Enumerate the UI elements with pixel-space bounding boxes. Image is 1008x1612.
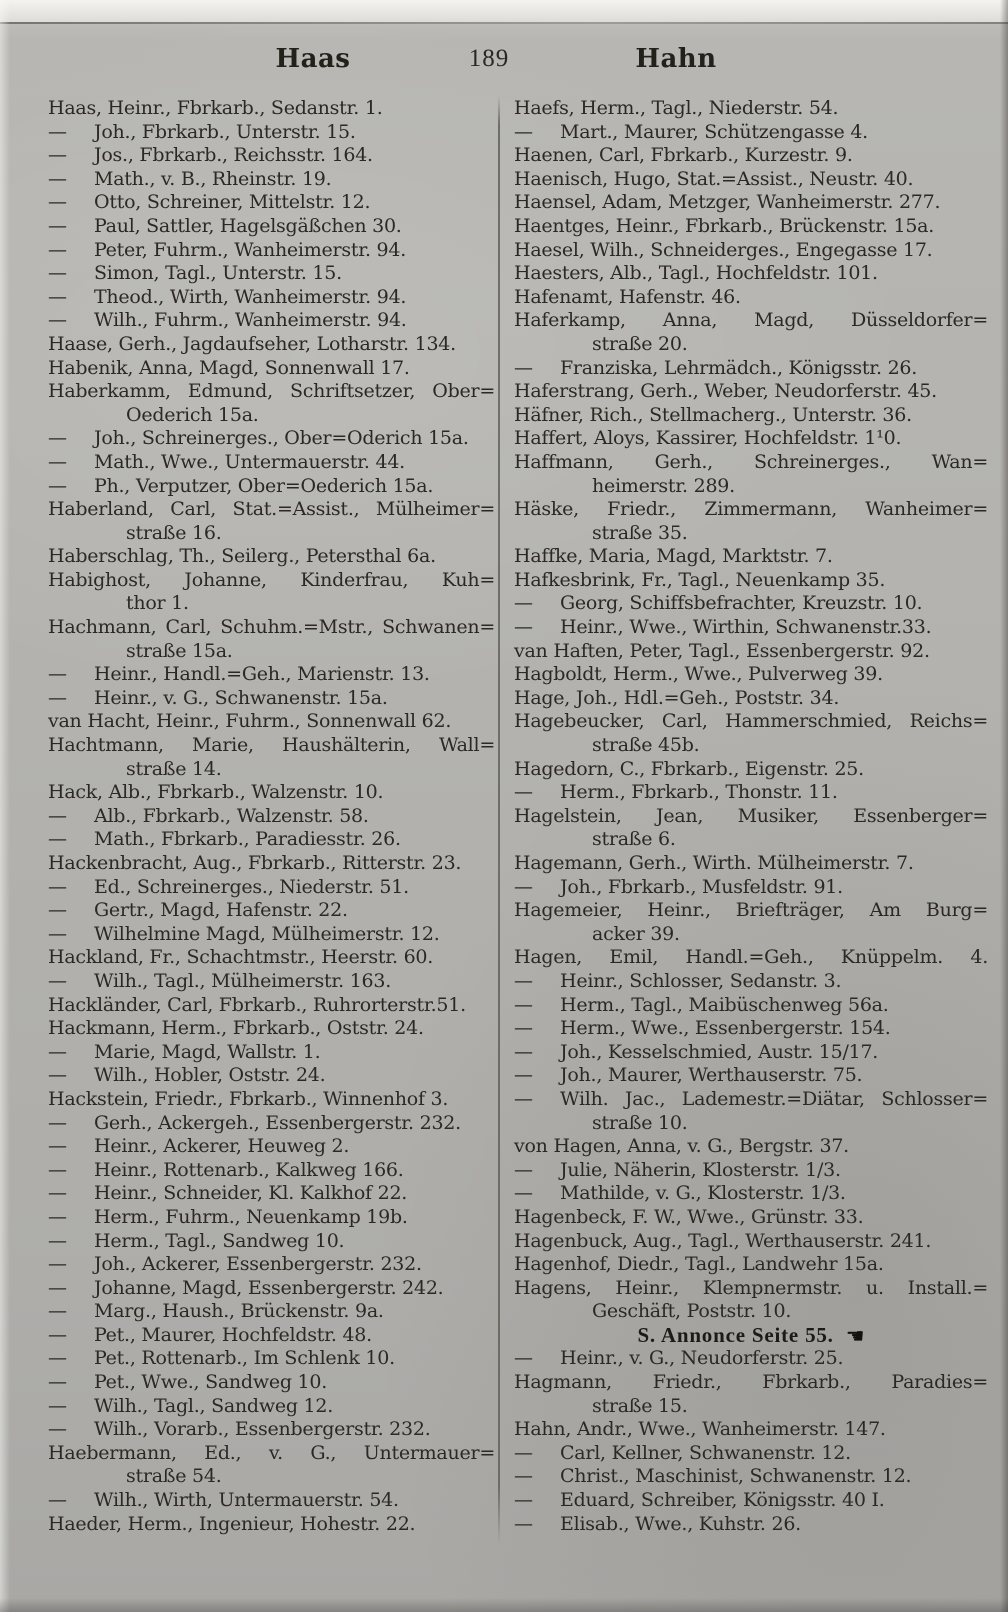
directory-line <box>48 923 495 947</box>
directory-entry-text: Wilh., Vorarb., Essenbergerstr. 232. <box>94 1418 431 1441</box>
directory-line <box>48 168 495 192</box>
ditto-dash: — <box>48 262 67 285</box>
ditto-dash: — <box>48 1205 67 1228</box>
directory-entry-text: Heinr., v. G., Neudorferstr. 25. <box>560 1347 844 1370</box>
directory-line <box>514 1088 988 1112</box>
directory-line <box>48 1064 495 1088</box>
directory-line <box>48 687 495 711</box>
directory-line <box>48 286 495 310</box>
directory-line <box>48 451 495 475</box>
directory-line <box>48 1253 495 1277</box>
running-head <box>0 44 1008 80</box>
directory-entry-text: Pet., Maurer, Hochfeldstr. 48. <box>94 1323 372 1346</box>
ditto-dash: — <box>48 875 67 898</box>
directory-line <box>514 876 988 900</box>
directory-entry-text: Theod., Wirth, Wanheimerstr. 94. <box>94 285 407 308</box>
directory-entry-text: Simon, Tagl., Unterstr. 15. <box>94 262 342 285</box>
directory-entry-text: Pet., Rottenarb., Im Schlenk 10. <box>94 1347 395 1370</box>
directory-line: Hagemeier, Heinr., Briefträger, Am Burg= <box>514 899 988 922</box>
ditto-dash: — <box>514 1087 533 1110</box>
directory-line: straße 10. <box>592 1111 688 1134</box>
directory-line: straße 54. <box>126 1465 222 1488</box>
annonce-text: S. Annonce Seite 55. <box>637 1322 834 1347</box>
directory-line: Haesel, Wilh., Schneiderges., Engegasse 17. <box>514 238 933 261</box>
ditto-dash: — <box>48 1135 67 1158</box>
directory-line: Habighost, Johanne, Kinderfrau, Kuh= <box>48 568 495 591</box>
directory-line: van Hacht, Heinr., Fuhrm., Sonnenwall 62. <box>48 710 452 733</box>
directory-line: straße 15a. <box>126 639 233 662</box>
ditto-dash: — <box>514 1158 533 1181</box>
directory-line <box>514 1041 988 1065</box>
directory-line: thor 1. <box>126 592 189 615</box>
directory-entry-text: Gerh., Ackergeh., Essenbergerstr. 232. <box>94 1111 461 1134</box>
manicule-left-icon: ☚ <box>845 1323 865 1348</box>
directory-entry-text: Franziska, Lehrmädch., Königsstr. 26. <box>560 356 918 379</box>
directory-line: Haensel, Adam, Metzger, Wanheimerstr. 277. <box>514 191 941 214</box>
ditto-dash: — <box>514 616 533 639</box>
directory-line <box>48 1112 495 1136</box>
directory-line: Oederich 15a. <box>126 403 259 426</box>
directory-entry-text: Gertr., Magd, Hafenstr. 22. <box>94 899 348 922</box>
scan-top-rule <box>0 22 1008 24</box>
directory-line: straße 35. <box>592 521 688 544</box>
directory-line <box>48 309 495 333</box>
directory-line <box>514 1465 988 1489</box>
directory-entry-text: Herm., Fuhrm., Neuenkamp 19b. <box>94 1205 408 1228</box>
ditto-dash: — <box>514 1347 533 1370</box>
running-head-right-word: Hahn <box>635 44 717 74</box>
directory-line: Hagenbuck, Aug., Tagl., Werthauserstr. 241. <box>514 1229 932 1252</box>
directory-line <box>48 427 495 451</box>
directory-line <box>514 1064 988 1088</box>
directory-line: Hagens, Heinr., Klempnermstr. u. Install.= <box>514 1276 988 1299</box>
ditto-dash: — <box>514 1064 533 1087</box>
directory-entry-text: Heinr., v. G., Schwanenstr. 15a. <box>94 686 388 709</box>
directory-line: Hagen, Emil, Handl.=Geh., Knüppelm. 4. <box>514 946 988 969</box>
directory-line <box>514 592 988 616</box>
ditto-dash: — <box>48 214 67 237</box>
directory-line <box>514 781 988 805</box>
directory-entry-text: Heinr., Ackerer, Heuweg 2. <box>94 1135 350 1158</box>
ditto-dash: — <box>48 238 67 261</box>
page-number: 189 <box>468 45 510 72</box>
directory-line: Hackland, Fr., Schachtmstr., Heerstr. 60. <box>48 946 434 969</box>
ditto-dash: — <box>514 1040 533 1063</box>
directory-line <box>48 144 495 168</box>
directory-entry-text: Wilh., Hobler, Oststr. 24. <box>94 1064 326 1087</box>
directory-line: Haenisch, Hugo, Stat.=Assist., Neustr. 40. <box>514 167 914 190</box>
directory-entry-text: Joh., Ackerer, Essenbergerstr. 232. <box>94 1253 422 1276</box>
directory-line <box>514 1159 988 1183</box>
directory-line <box>48 828 495 852</box>
directory-line: Haferkamp, Anna, Magd, Düsseldorfer= <box>514 309 988 332</box>
scan-right-edge <box>1000 0 1008 1612</box>
directory-line: Haesters, Alb., Tagl., Hochfeldstr. 101. <box>514 262 878 285</box>
directory-line: Häfner, Rich., Stellmacherg., Unterstr. 36. <box>514 403 912 426</box>
directory-entry-text: Wilh., Wirth, Untermauerstr. 54. <box>94 1489 399 1512</box>
directory-line <box>48 121 495 145</box>
directory-entry-text: Christ., Maschinist, Schwanenstr. 12. <box>560 1465 912 1488</box>
directory-entry-text: Mart., Maurer, Schützengasse 4. <box>560 120 868 143</box>
directory-line: straße 20. <box>592 332 688 355</box>
directory-line <box>48 1230 495 1254</box>
directory-line: straße 6. <box>592 828 676 851</box>
directory-entry-text: Wilh., Fuhrm., Wanheimerstr. 94. <box>94 309 407 332</box>
directory-entry-text: Wilh., Tagl., Mülheimerstr. 163. <box>94 969 392 992</box>
directory-entry-text: Carl, Kellner, Schwanenstr. 12. <box>560 1441 851 1464</box>
directory-line <box>514 1513 988 1537</box>
directory-entry-text: Joh., Fbrkarb., Unterstr. 15. <box>94 120 356 143</box>
directory-entry-text: Marie, Magd, Wallstr. 1. <box>94 1040 321 1063</box>
ditto-dash: — <box>48 899 67 922</box>
ditto-dash: — <box>514 781 533 804</box>
directory-line: Haffmann, Gerh., Schreinerges., Wan= <box>514 450 988 473</box>
directory-entry-text: Paul, Sattler, Hagelsgäßchen 30. <box>94 214 402 237</box>
directory-line <box>48 239 495 263</box>
ditto-dash: — <box>48 1371 67 1394</box>
directory-line: Häske, Friedr., Zimmermann, Wanheimer= <box>514 498 988 521</box>
scan-bottom-edge <box>0 1598 1008 1612</box>
directory-line: straße 45b. <box>592 734 700 757</box>
ditto-dash: — <box>514 356 533 379</box>
directory-line: Haberkamm, Edmund, Schriftsetzer, Ober= <box>48 380 495 403</box>
directory-line: Hage, Joh., Hdl.=Geh., Poststr. 34. <box>514 686 840 709</box>
ditto-dash: — <box>514 1489 533 1512</box>
directory-line <box>48 1135 495 1159</box>
directory-entry-text: Math., v. B., Rheinstr. 19. <box>94 167 332 190</box>
ditto-dash: — <box>48 144 67 167</box>
left-column <box>48 97 495 1536</box>
directory-line: Hackmann, Herm., Fbrkarb., Oststr. 24. <box>48 1017 424 1040</box>
directory-line: Haffke, Maria, Magd, Marktstr. 7. <box>514 545 833 568</box>
directory-line: Hagemann, Gerh., Wirth. Mülheimerstr. 7. <box>514 852 914 874</box>
directory-entry-text: Heinr., Schlosser, Sedanstr. 3. <box>560 969 842 992</box>
ditto-dash: — <box>48 663 67 686</box>
ditto-dash: — <box>48 1111 67 1134</box>
directory-line <box>48 899 495 923</box>
directory-entry-text: Mathilde, v. G., Klosterstr. 1/3. <box>560 1182 846 1205</box>
directory-line: Hagboldt, Herm., Wwe., Pulverweg 39. <box>514 663 883 686</box>
directory-line <box>48 970 495 994</box>
directory-line: Hackenbracht, Aug., Fbrkarb., Ritterstr. 23. <box>48 852 462 874</box>
ditto-dash: — <box>48 1229 67 1252</box>
directory-line <box>48 191 495 215</box>
directory-line: Haefs, Herm., Tagl., Niederstr. 54. <box>514 97 839 119</box>
directory-entry-text: Peter, Fuhrm., Wanheimerstr. 94. <box>94 238 407 261</box>
directory-line <box>48 215 495 239</box>
ditto-dash: — <box>48 1276 67 1299</box>
ditto-dash: — <box>514 1512 533 1535</box>
directory-entry-text: Wilh. Jac., Lademestr.=Diätar, Schlosser= <box>560 1087 988 1110</box>
directory-line <box>48 805 495 829</box>
directory-line: Haentges, Heinr., Fbrkarb., Brückenstr. 15a. <box>514 214 935 237</box>
directory-line: Hackstein, Friedr., Fbrkarb., Winnenhof 3. <box>48 1087 449 1110</box>
directory-line: Hafenamt, Hafenstr. 46. <box>514 285 741 308</box>
ditto-dash: — <box>514 120 533 143</box>
directory-line: Hackländer, Carl, Fbrkarb., Ruhrorterstr.51. <box>48 993 466 1016</box>
scan-top-edge <box>0 0 1008 22</box>
directory-entry-text: Heinr., Rottenarb., Kalkweg 166. <box>94 1158 404 1181</box>
ditto-dash: — <box>48 474 67 497</box>
directory-entry-text: Johanne, Magd, Essenbergerstr. 242. <box>94 1276 444 1299</box>
directory-line: Hagenhof, Diedr., Tagl., Landwehr 15a. <box>514 1253 884 1276</box>
directory-line <box>48 1206 495 1230</box>
directory-entry-text: Wilhelmine Magd, Mülheimerstr. 12. <box>94 922 440 945</box>
directory-line <box>48 475 495 499</box>
directory-line: Hagedorn, C., Fbrkarb., Eigenstr. 25. <box>514 757 864 780</box>
directory-line: Hagelstein, Jean, Musiker, Essenberger= <box>514 804 988 827</box>
directory-entry-text: Herm., Fbrkarb., Thonstr. 11. <box>560 781 838 804</box>
directory-line <box>48 1347 495 1371</box>
directory-entry-text: Heinr., Handl.=Geh., Marienstr. 13. <box>94 663 430 686</box>
ditto-dash: — <box>48 1182 67 1205</box>
ditto-dash: — <box>48 1347 67 1370</box>
directory-entry-text: Math., Fbrkarb., Paradiesstr. 26. <box>94 828 401 851</box>
ditto-dash: — <box>48 1418 67 1441</box>
directory-line <box>48 1395 495 1419</box>
directory-line: Haeder, Herm., Ingenieur, Hohestr. 22. <box>48 1512 416 1535</box>
directory-line <box>514 1017 988 1041</box>
directory-line: Haberschlag, Th., Seilerg., Petersthal 6a. <box>48 545 436 568</box>
directory-entry-text: Eduard, Schreiber, Königsstr. 40 I. <box>560 1489 885 1512</box>
directory-entry-text: Marg., Haush., Brückenstr. 9a. <box>94 1300 384 1323</box>
ditto-dash: — <box>48 1300 67 1323</box>
directory-line: Habenik, Anna, Magd, Sonnenwall 17. <box>48 356 410 379</box>
directory-line: Hachmann, Carl, Schuhm.=Mstr., Schwanen= <box>48 616 495 639</box>
directory-line <box>48 262 495 286</box>
ditto-dash: — <box>48 120 67 143</box>
ditto-dash: — <box>48 167 67 190</box>
directory-entry-text: Heinr., Wwe., Wirthin, Schwanenstr.33. <box>560 616 932 639</box>
scan-left-edge <box>0 0 10 1612</box>
directory-entry-text: Herm., Tagl., Sandweg 10. <box>94 1229 345 1252</box>
directory-line <box>48 876 495 900</box>
ditto-dash: — <box>48 922 67 945</box>
directory-entry-text: Georg, Schiffsbefrachter, Kreuzstr. 10. <box>560 592 923 615</box>
directory-line <box>514 1442 988 1466</box>
ditto-dash: — <box>514 993 533 1016</box>
ditto-dash: — <box>514 875 533 898</box>
ditto-dash: — <box>48 1040 67 1063</box>
directory-line: Haenen, Carl, Fbrkarb., Kurzestr. 9. <box>514 144 853 167</box>
ditto-dash: — <box>48 191 67 214</box>
directory-line: Hack, Alb., Fbrkarb., Walzenstr. 10. <box>48 781 384 804</box>
directory-line: heimerstr. 289. <box>592 474 735 497</box>
directory-line: straße 16. <box>126 521 222 544</box>
directory-line: acker 39. <box>592 922 680 945</box>
directory-line: Haebermann, Ed., v. G., Untermauer= <box>48 1441 495 1464</box>
directory-line: Hahn, Andr., Wwe., Wanheimerstr. 147. <box>514 1418 886 1441</box>
directory-line <box>48 1277 495 1301</box>
directory-entry-text: Julie, Näherin, Klosterstr. 1/3. <box>560 1158 841 1181</box>
directory-entry-text: Jos., Fbrkarb., Reichsstr. 164. <box>94 144 373 167</box>
directory-line <box>48 1041 495 1065</box>
ditto-dash: — <box>48 427 67 450</box>
directory-entry-text: Pet., Wwe., Sandweg 10. <box>94 1371 328 1394</box>
ditto-dash: — <box>48 828 67 851</box>
directory-entry-text: Ed., Schreinerges., Niederstr. 51. <box>94 875 409 898</box>
ditto-dash: — <box>514 1017 533 1040</box>
directory-entry-text: Ph., Verputzer, Ober=Oederich 15a. <box>94 474 434 497</box>
directory-line: Hagenbeck, F. W., Wwe., Grünstr. 33. <box>514 1205 864 1228</box>
directory-line <box>514 357 988 381</box>
ditto-dash: — <box>514 1465 533 1488</box>
directory-line: von Hagen, Anna, v. G., Bergstr. 37. <box>514 1135 849 1158</box>
directory-line <box>514 970 988 994</box>
ditto-dash: — <box>514 1441 533 1464</box>
ditto-dash: — <box>48 1489 67 1512</box>
directory-line: Hachtmann, Marie, Haushälterin, Wall= <box>48 734 495 757</box>
directory-line <box>48 1371 495 1395</box>
directory-entry-text: Joh., Fbrkarb., Musfeldstr. 91. <box>560 875 843 898</box>
directory-line: Haffert, Aloys, Kassirer, Hochfeldstr. 1¹0. <box>514 427 902 450</box>
directory-line <box>514 994 988 1018</box>
ditto-dash: — <box>48 1394 67 1417</box>
ditto-dash: — <box>514 592 533 615</box>
ditto-dash: — <box>48 1064 67 1087</box>
directory-line <box>48 663 495 687</box>
directory-entry-text: Joh., Schreinerges., Ober=Oderich 15a. <box>94 427 469 450</box>
directory-line <box>48 1324 495 1348</box>
directory-line <box>48 1489 495 1513</box>
directory-line <box>514 121 988 145</box>
directory-entry-text: Heinr., Schneider, Kl. Kalkhof 22. <box>94 1182 408 1205</box>
ditto-dash: — <box>48 804 67 827</box>
directory-line: straße 14. <box>126 757 222 780</box>
directory-line: Hagmann, Friedr., Fbrkarb., Paradies= <box>514 1371 988 1394</box>
directory-line <box>514 1489 988 1513</box>
ditto-dash: — <box>48 285 67 308</box>
ditto-dash: — <box>48 1323 67 1346</box>
ditto-dash: — <box>48 1158 67 1181</box>
directory-entry-text: Joh., Maurer, Werthauserstr. 75. <box>560 1064 863 1087</box>
ditto-dash: — <box>48 309 67 332</box>
directory-entry-text: Math., Wwe., Untermauerstr. 44. <box>94 450 405 473</box>
directory-entry-text: Herm., Wwe., Essenbergerstr. 154. <box>560 1017 891 1040</box>
ditto-dash: — <box>514 969 533 992</box>
directory-line <box>514 1182 988 1206</box>
directory-line: Geschäft, Poststr. 10. <box>592 1300 792 1323</box>
ditto-dash: — <box>48 450 67 473</box>
directory-entry-text: Elisab., Wwe., Kuhstr. 26. <box>560 1512 801 1535</box>
directory-entry-text: Joh., Kesselschmied, Austr. 15/17. <box>560 1040 879 1063</box>
directory-line <box>48 1182 495 1206</box>
directory-line: Hagebeucker, Carl, Hammerschmied, Reichs= <box>514 710 988 733</box>
ditto-dash: — <box>514 1182 533 1205</box>
directory-line <box>48 1418 495 1442</box>
column-divider <box>498 96 500 1544</box>
annonce-note <box>514 1324 988 1348</box>
directory-line: Hafkesbrink, Fr., Tagl., Neuenkamp 35. <box>514 568 886 591</box>
directory-line: Haase, Gerh., Jagdaufseher, Lotharstr. 134. <box>48 332 456 355</box>
running-head-left-word: Haas <box>275 44 351 74</box>
directory-line <box>48 1159 495 1183</box>
directory-line: Haferstrang, Gerh., Weber, Neudorferstr. 45. <box>514 380 937 403</box>
ditto-dash: — <box>48 969 67 992</box>
directory-line: Haas, Heinr., Fbrkarb., Sedanstr. 1. <box>48 97 383 119</box>
directory-entry-text: Alb., Fbrkarb., Walzenstr. 58. <box>94 804 369 827</box>
ditto-dash: — <box>48 686 67 709</box>
directory-line <box>514 616 988 640</box>
directory-entry-text: Otto, Schreiner, Mittelstr. 12. <box>94 191 371 214</box>
directory-line: van Haften, Peter, Tagl., Essenbergerstr. 92. <box>514 639 930 662</box>
directory-entry-text: Wilh., Tagl., Sandweg 12. <box>94 1394 334 1417</box>
directory-line <box>48 1300 495 1324</box>
directory-line: Haberland, Carl, Stat.=Assist., Mülheimer= <box>48 498 495 521</box>
right-column <box>514 97 988 1536</box>
directory-line: straße 15. <box>592 1394 688 1417</box>
directory-entry-text: Herm., Tagl., Maibüschenweg 56a. <box>560 993 889 1016</box>
ditto-dash: — <box>48 1253 67 1276</box>
directory-line <box>514 1347 988 1371</box>
